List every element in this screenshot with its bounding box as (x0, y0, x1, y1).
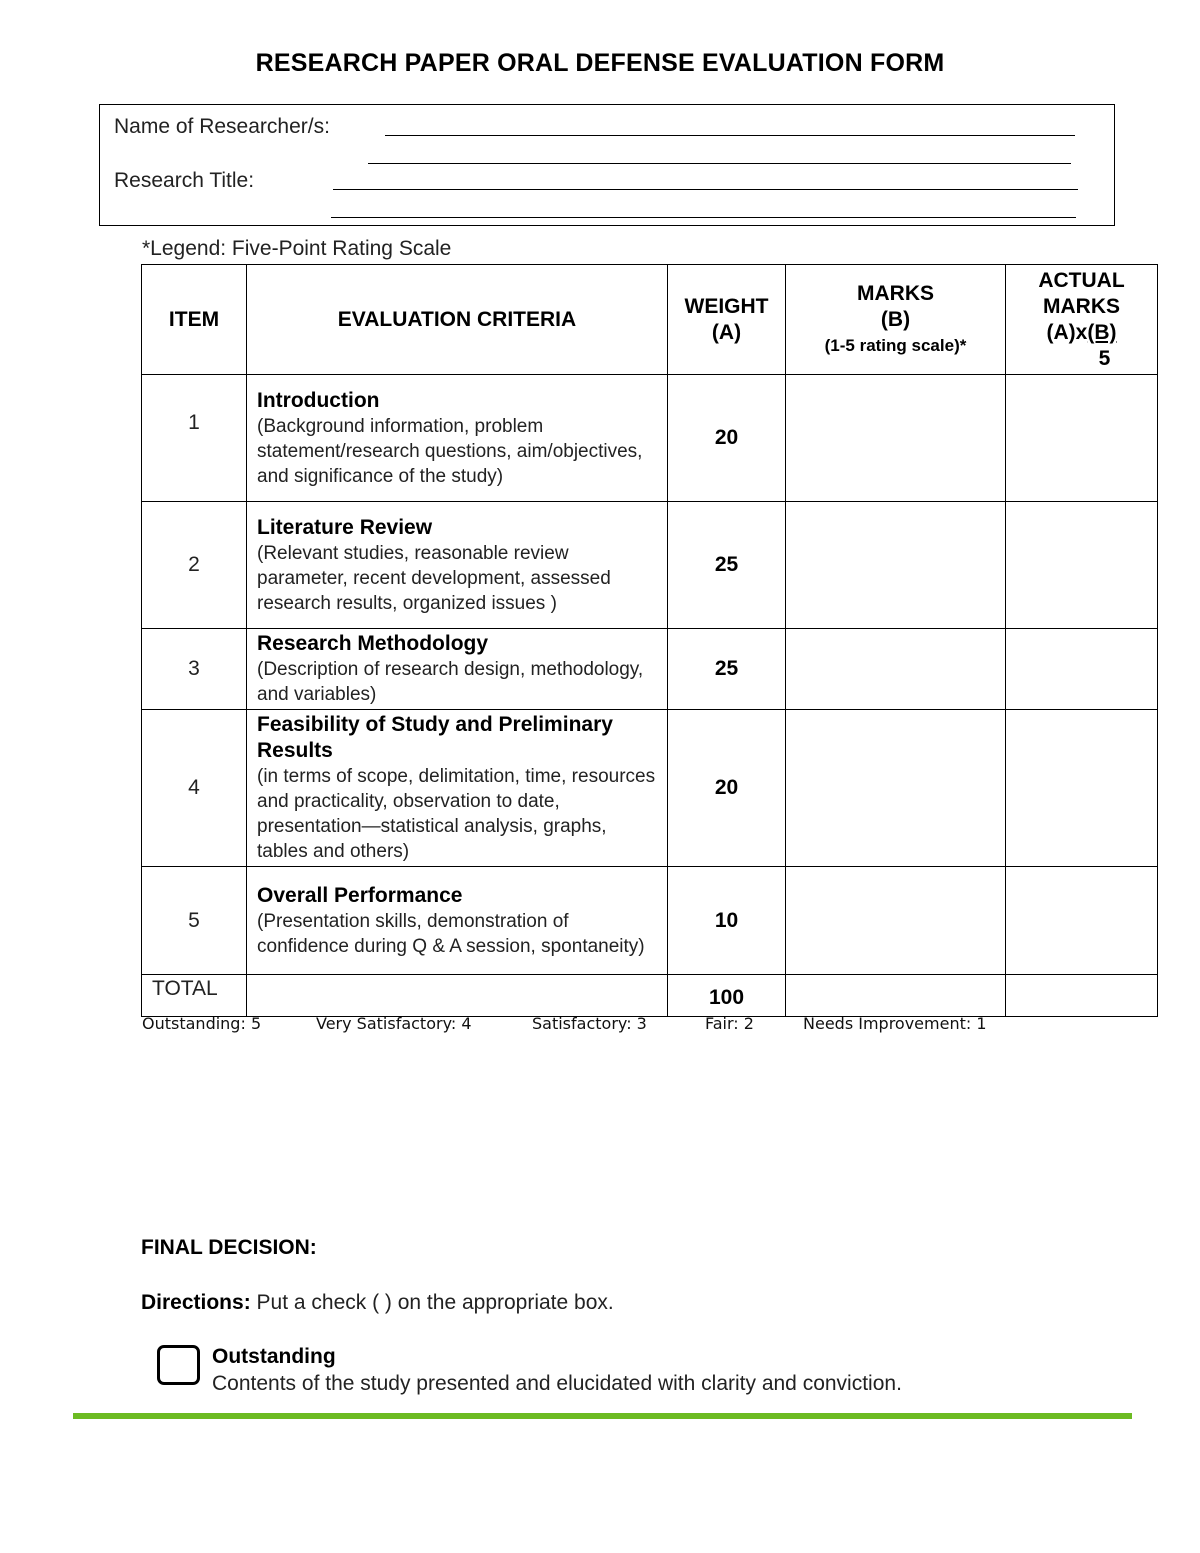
row-criteria-desc: (Description of research design, methodology, and variables) (257, 659, 644, 705)
header-marks-scale-note: (1-5 rating scale)* (824, 335, 967, 355)
total-weight: 100 (668, 975, 786, 1017)
row-criteria-desc: (Presentation skills, demonstration of confidence during Q & A session, spontaneity) (257, 910, 645, 957)
row-weight: 25 (668, 629, 786, 710)
header-actual-line1: ACTUAL (1038, 268, 1125, 292)
row-actual-marks-cell[interactable] (1006, 629, 1158, 710)
header-actual-line2: MARKS (1043, 294, 1120, 318)
rating-outstanding: Outstanding: 5 (142, 1014, 262, 1033)
row-weight: 20 (668, 710, 786, 867)
row-actual-marks-cell[interactable] (1006, 867, 1158, 975)
directions-label: Directions: (141, 1291, 251, 1314)
researcher-name-label: Name of Researcher/s: (114, 115, 330, 138)
row-item-number: 5 (142, 867, 247, 975)
row-criteria-title: Overall Performance (257, 883, 463, 907)
row-criteria-title: Research Methodology (257, 632, 489, 655)
outstanding-option-description: Contents of the study presented and elucidated with clarity and conviction. (212, 1372, 902, 1395)
outstanding-option-title: Outstanding (212, 1345, 336, 1368)
header-item: ITEM (142, 265, 247, 375)
table-row (142, 867, 1158, 975)
row-marks-cell[interactable] (786, 710, 1006, 867)
row-criteria-desc: (Relevant studies, reasonable review parameter, recent development, assessed research results, organized issues ) (257, 542, 611, 614)
footer-divider (73, 1413, 1132, 1419)
row-criteria-title: Introduction (257, 388, 380, 412)
research-title-line-2[interactable] (331, 217, 1076, 218)
row-criteria-title: Feasibility of Study and Preliminary Results (257, 713, 613, 762)
row-item-number: 2 (142, 502, 247, 629)
header-marks (786, 265, 1006, 375)
total-label: TOTAL (142, 975, 247, 1017)
row-actual-marks-cell[interactable] (1006, 502, 1158, 629)
table-row (142, 629, 1158, 710)
total-actual-marks-cell[interactable] (1006, 975, 1158, 1017)
row-criteria-title: Literature Review (257, 515, 433, 539)
outstanding-checkbox[interactable] (157, 1345, 200, 1385)
total-criteria-cell (247, 975, 668, 1017)
rating-very-satisfactory: Very Satisfactory: 4 (316, 1014, 472, 1033)
researcher-info-box (99, 104, 1115, 226)
row-marks-cell[interactable] (786, 502, 1006, 629)
row-marks-cell[interactable] (786, 867, 1006, 975)
form-title: RESEARCH PAPER ORAL DEFENSE EVALUATION FORM (255, 49, 945, 77)
header-weight (668, 265, 786, 375)
header-criteria: EVALUATION CRITERIA (247, 265, 668, 375)
row-criteria (247, 710, 668, 867)
research-title-label: Research Title: (114, 169, 255, 192)
total-marks-cell[interactable] (786, 975, 1006, 1017)
row-weight: 20 (668, 375, 786, 502)
row-criteria (247, 502, 668, 629)
directions (141, 1291, 614, 1315)
final-decision-heading: FINAL DECISION: (141, 1236, 317, 1259)
row-item-number: 3 (142, 629, 247, 710)
researcher-name-line-1[interactable] (385, 135, 1075, 136)
row-criteria (247, 375, 668, 502)
header-actual-marks (1006, 265, 1158, 375)
header-marks-line2: (B) (880, 307, 911, 331)
table-header-row (142, 265, 1158, 375)
row-criteria (247, 629, 668, 710)
header-marks-line1: MARKS (857, 281, 934, 305)
row-actual-marks-cell[interactable] (1006, 375, 1158, 502)
rating-satisfactory: Satisfactory: 3 (532, 1014, 647, 1033)
evaluation-table (141, 264, 1158, 1017)
row-marks-cell[interactable] (786, 629, 1006, 710)
legend-note: *Legend: Five-Point Rating Scale (142, 237, 452, 260)
row-weight: 25 (668, 502, 786, 629)
table-total-row (142, 975, 1158, 1017)
research-title-line-1[interactable] (333, 189, 1078, 190)
row-weight: 10 (668, 867, 786, 975)
header-actual-line4: 5 (1098, 346, 1111, 370)
rating-needs-improvement: Needs Improvement: 1 (803, 1014, 987, 1033)
row-criteria-desc: (Background information, problem statement/research questions, aim/objectives, and significance of the study) (257, 415, 643, 487)
rating-fair: Fair: 2 (705, 1014, 754, 1033)
table-row (142, 502, 1158, 629)
row-criteria (247, 867, 668, 975)
header-actual-line3-underlined: (B) (1087, 320, 1117, 344)
directions-text: Put a check ( ) on the appropriate box. (250, 1291, 614, 1314)
row-criteria-desc: (in terms of scope, delimitation, time, resources and practicality, observation to date, presentation—statistical analysis, graphs, tables and others) (257, 766, 656, 862)
table-row (142, 375, 1158, 502)
row-item-number: 1 (142, 375, 247, 502)
header-actual-line3-prefix: (A)x (1046, 320, 1088, 344)
row-actual-marks-cell[interactable] (1006, 710, 1158, 867)
row-marks-cell[interactable] (786, 375, 1006, 502)
researcher-name-line-2[interactable] (368, 163, 1071, 164)
header-weight-line1: WEIGHT (684, 294, 769, 318)
header-weight-line2: (A) (711, 320, 742, 344)
table-row (142, 710, 1158, 867)
row-item-number: 4 (142, 710, 247, 867)
